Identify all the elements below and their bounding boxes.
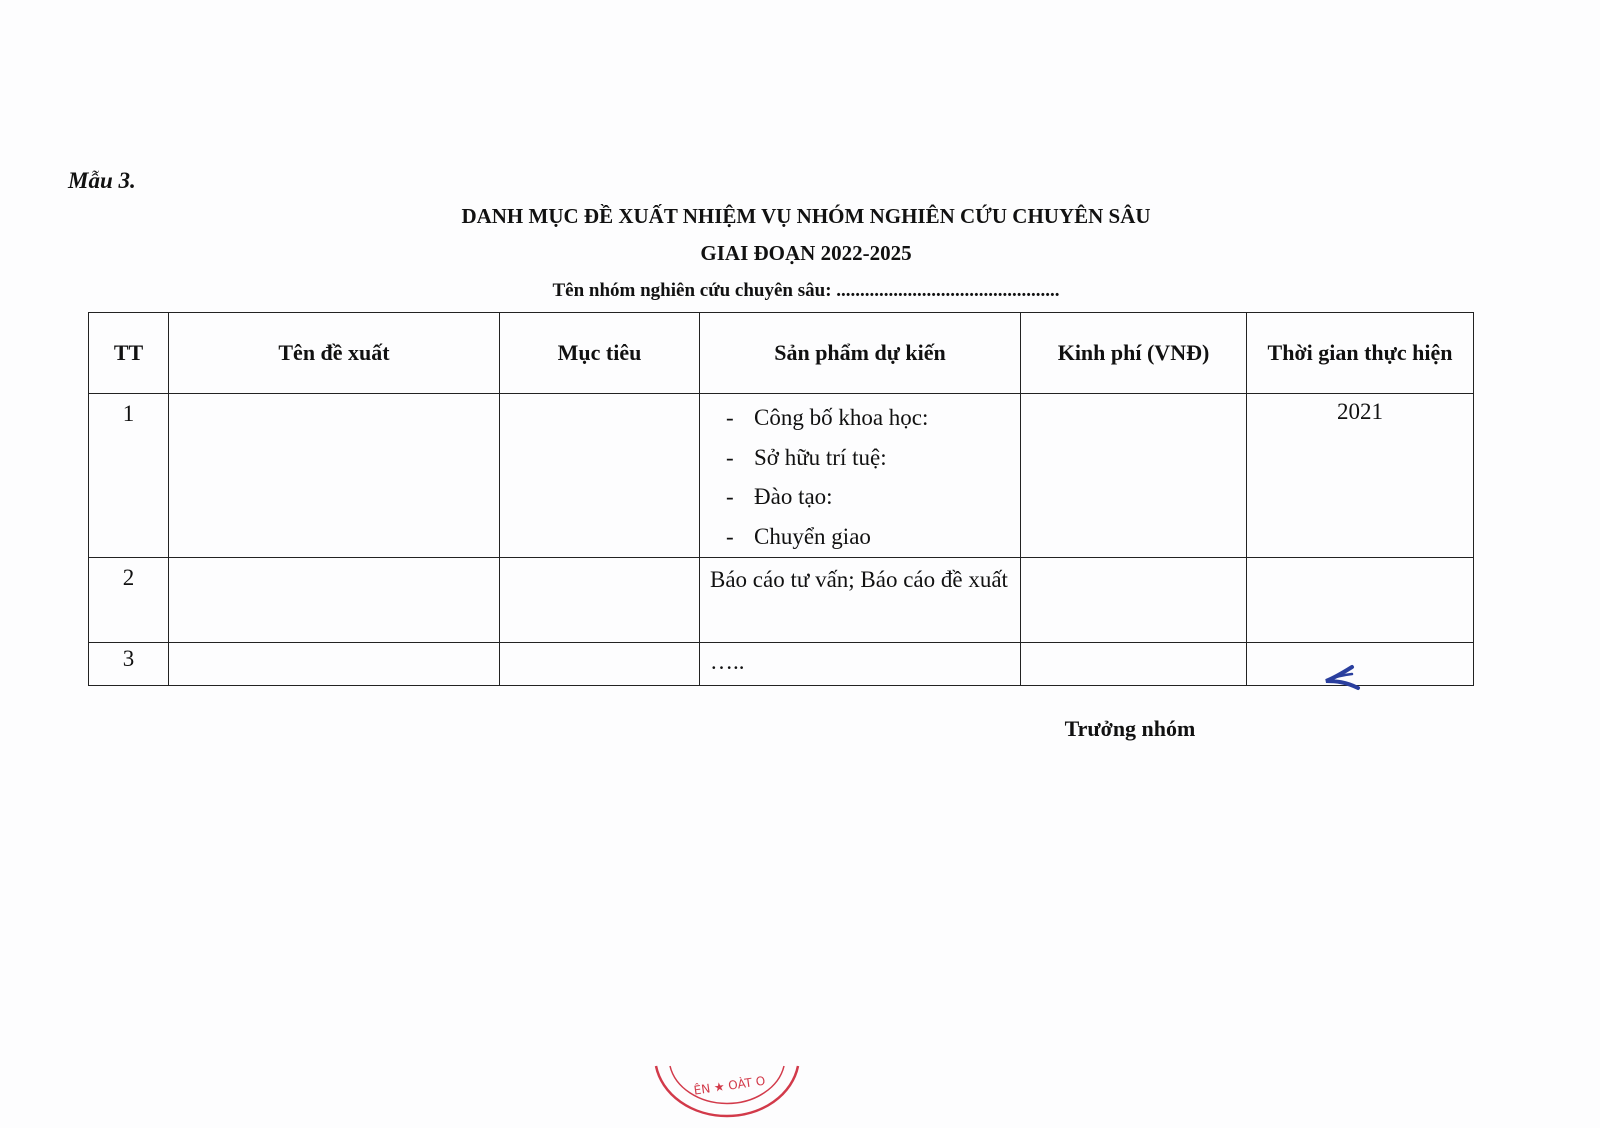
row-products: Báo cáo tư vấn; Báo cáo đề xuất — [700, 558, 1021, 643]
proposal-table — [88, 312, 1474, 686]
row-name — [169, 643, 500, 686]
header-budget: Kinh phí (VNĐ) — [1021, 313, 1247, 394]
official-stamp-icon — [652, 1064, 802, 1125]
row-tt: 2 — [89, 558, 169, 643]
form-label: Mẫu 3. — [68, 168, 136, 193]
table-row — [89, 643, 1474, 686]
product-item: - Sở hữu trí tuệ: — [726, 438, 1020, 478]
row-budget — [1021, 558, 1247, 643]
row-time — [1247, 558, 1474, 643]
product-item: - Chuyển giao — [726, 517, 1020, 557]
document-title: DANH MỤC ĐỀ XUẤT NHIỆM VỤ NHÓM NGHIÊN CỨU CHUYÊN SÂU — [461, 204, 1151, 228]
table-row — [89, 394, 1474, 558]
row-products: ….. — [700, 643, 1021, 686]
product-item: - Công bố khoa học: — [726, 398, 1020, 438]
row-name — [169, 558, 500, 643]
table-row — [89, 558, 1474, 643]
product-item: - Đào tạo: — [726, 477, 1020, 517]
row-tt: 1 — [89, 394, 169, 558]
initial-mark-icon — [1322, 664, 1368, 699]
header-name: Tên đề xuất — [169, 313, 500, 394]
header-objective: Mục tiêu — [500, 313, 700, 394]
header-time: Thời gian thực hiện — [1247, 313, 1474, 394]
group-name-line: Tên nhóm nghiên cứu chuyên sâu: ............................................... — [552, 280, 1060, 301]
svg-text:ÊN ★ OÀT O: ÊN ★ OÀT O — [692, 1073, 767, 1098]
header-tt: TT — [89, 313, 169, 394]
row-products — [700, 394, 1021, 558]
row-name — [169, 394, 500, 558]
row-budget — [1021, 394, 1247, 558]
row-objective — [500, 643, 700, 686]
row-tt: 3 — [89, 643, 169, 686]
row-objective — [500, 558, 700, 643]
products-list — [700, 398, 1020, 556]
document-period: GIAI ĐOẠN 2022-2025 — [700, 241, 912, 265]
row-time: 2021 — [1247, 394, 1474, 558]
signer-title: Trưởng nhóm — [1064, 716, 1196, 741]
row-objective — [500, 394, 700, 558]
row-budget — [1021, 643, 1247, 686]
header-products: Sản phẩm dự kiến — [700, 313, 1021, 394]
table-header-row — [89, 313, 1474, 394]
